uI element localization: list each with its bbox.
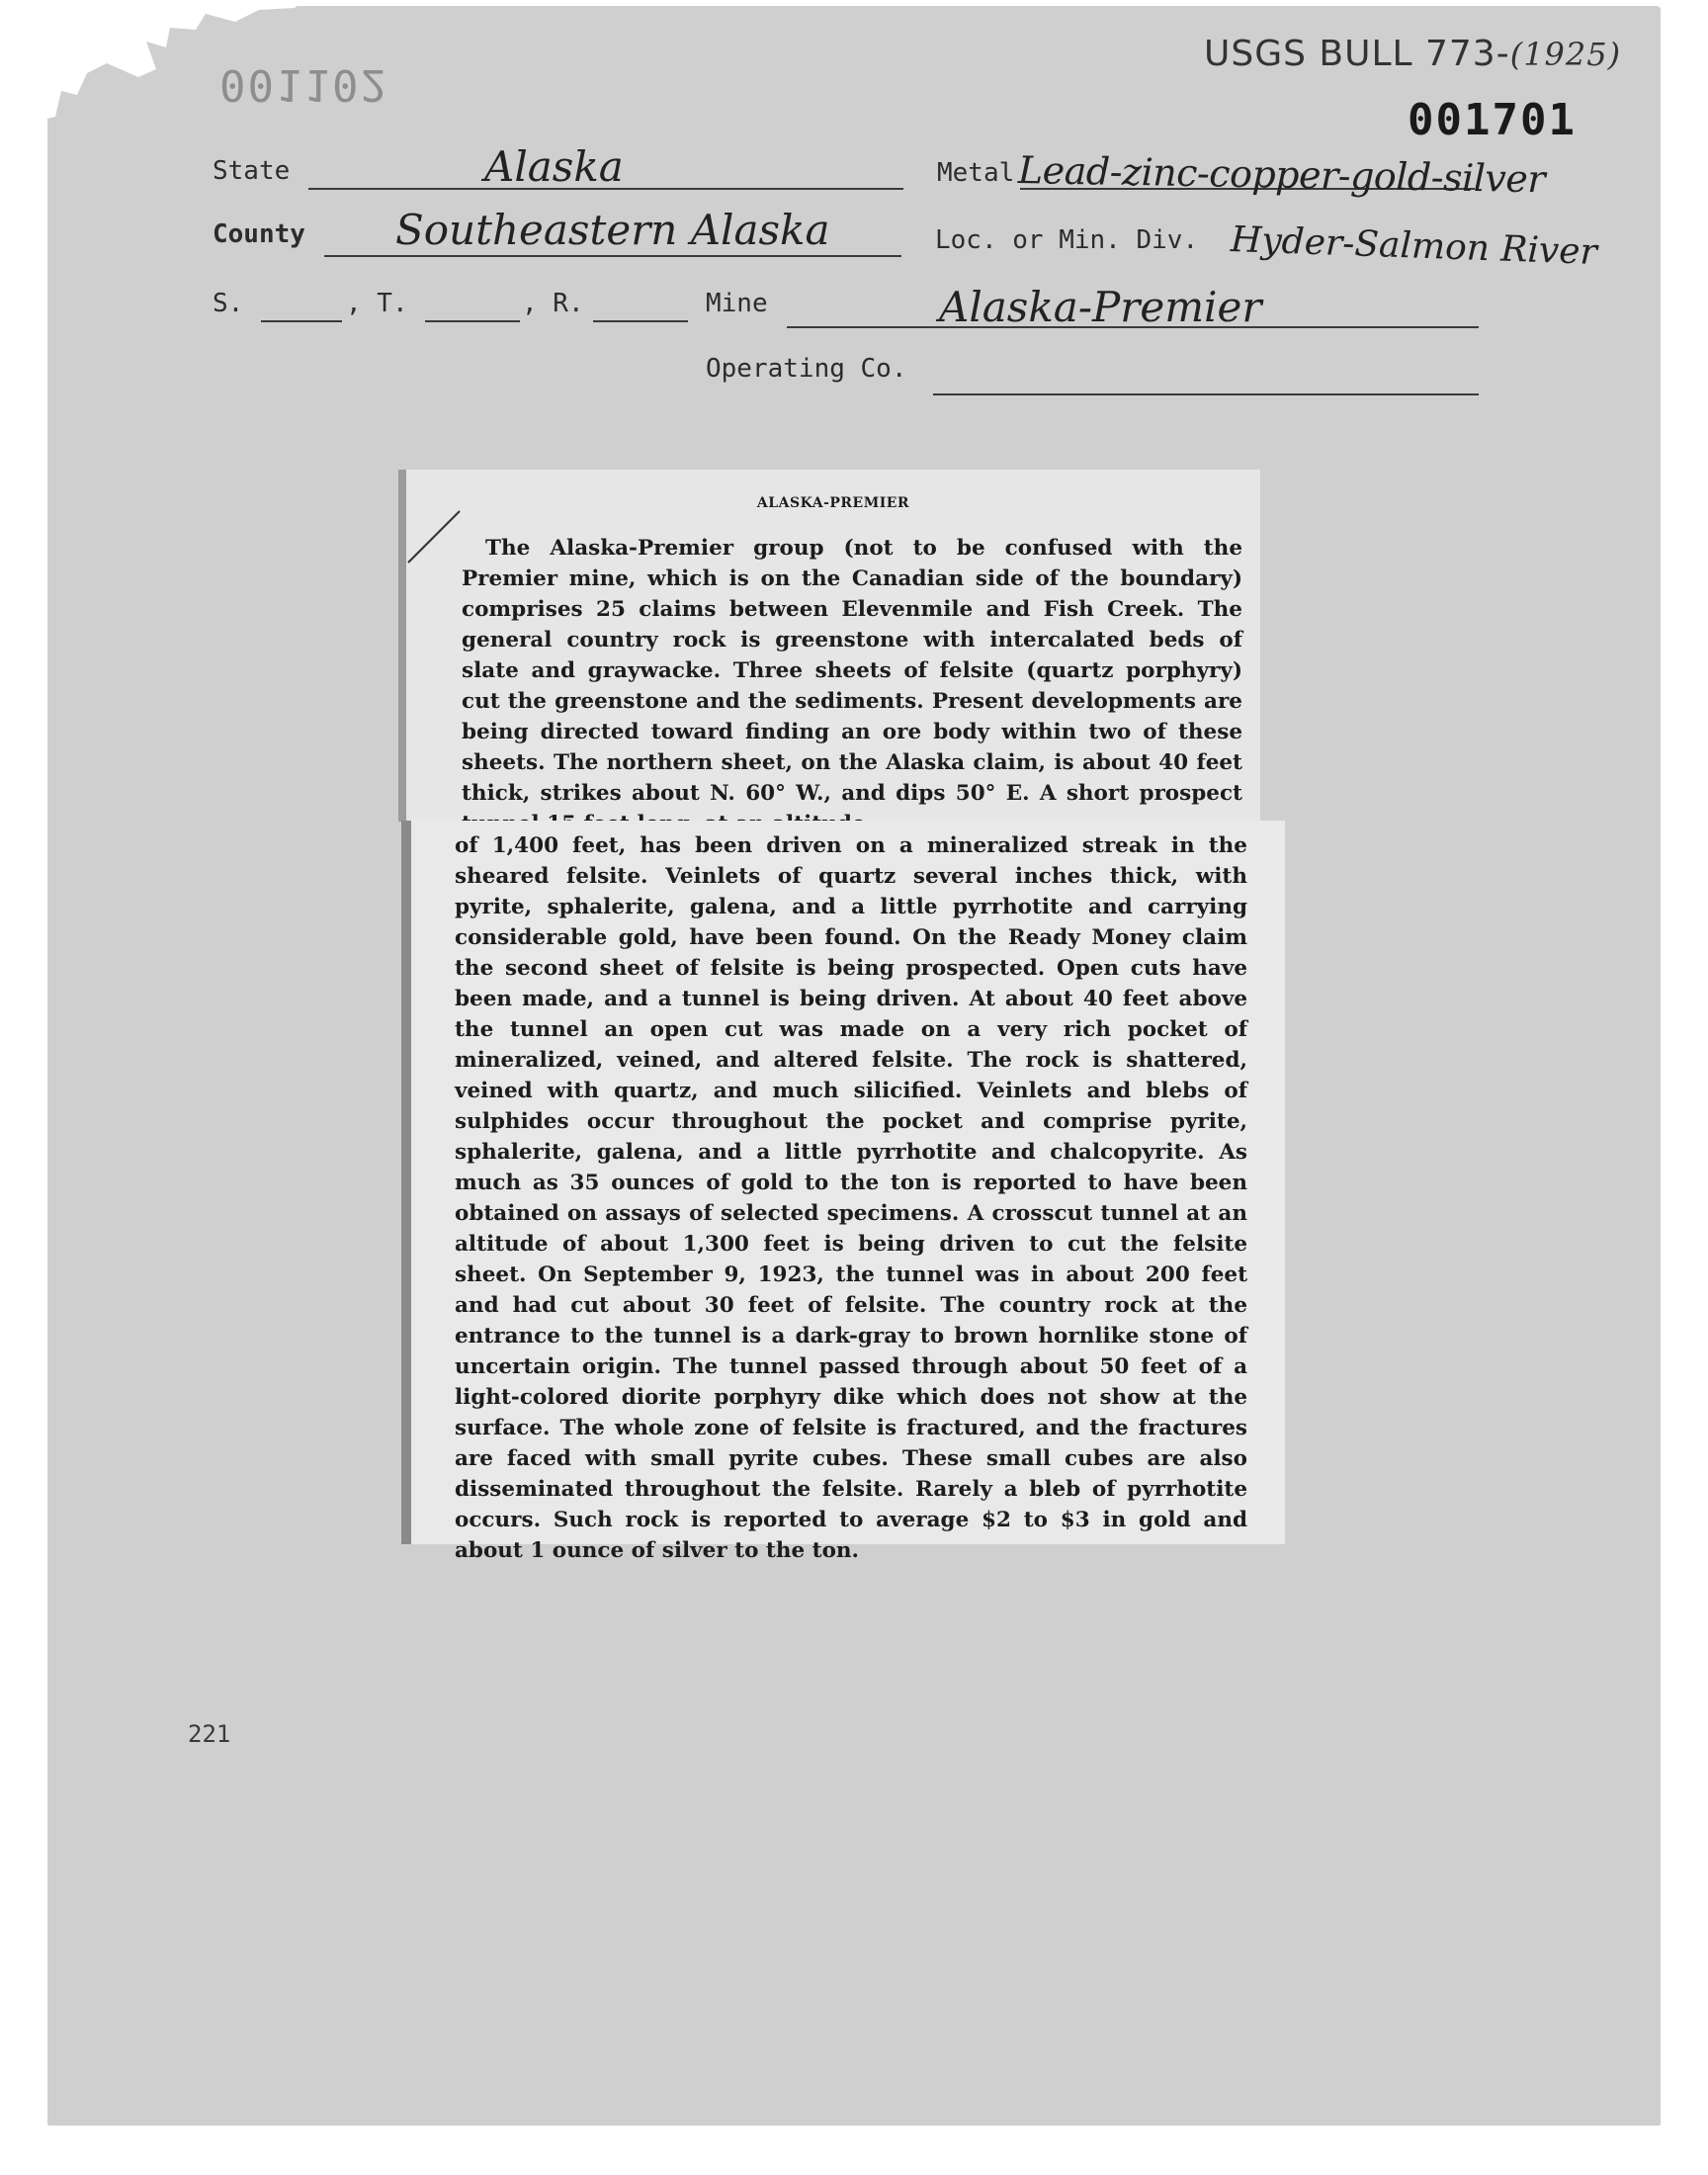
clipping-text-part1: The Alaska-Premier group (not to be confused with the Premier mine, which is on the Canadian side of the boundary) comprises 25 claims between Elevenmile and Fish Creek. The general country rock is greenstone with intercalated beds of slate and graywacke. Three sheets of felsite (quartz porphyry) cut the greenstone and the sediments. Present developments are being directed toward finding an ore body within two of these sheets. The northern sheet, on the Alaska claim, is about 40 feet thick, strikes about N. 60° W., and dips 50° E. A short prospect — [462, 536, 1242, 806]
operating-company-underline — [933, 393, 1479, 395]
operating-company-label: Operating Co. — [706, 354, 907, 384]
bulletin-label: USGS BULL 773- — [1204, 34, 1510, 74]
location-value: Hyder-Salmon River — [1230, 219, 1598, 273]
range-label: , R. — [522, 289, 584, 318]
county-label: County — [213, 219, 305, 249]
township-label: , T. — [346, 289, 408, 318]
state-value: Alaska — [484, 142, 624, 191]
state-label: State — [213, 156, 291, 186]
metal-value: Lead-zinc-copper-gold-silver — [1017, 148, 1546, 202]
location-label: Loc. or Min. Div. — [935, 225, 1199, 255]
bulletin-reference — [1204, 34, 1621, 74]
county-value: Southeastern Alaska — [395, 206, 830, 254]
county-underline — [324, 255, 901, 257]
mine-value: Alaska-Premier — [939, 283, 1262, 331]
pencil-check-mark — [406, 507, 466, 566]
page-number: 221 — [188, 1720, 231, 1748]
clipping-top — [398, 470, 1260, 822]
section-underline — [261, 320, 342, 322]
clipping-heading: ALASKA-PREMIER — [756, 495, 910, 511]
metal-label: Metal — [937, 158, 1015, 188]
reversed-stamp-number: 001102 — [219, 59, 388, 110]
bulletin-year: (1925) — [1509, 36, 1622, 73]
clipping-bottom — [401, 821, 1285, 1563]
clipping-text-part2: of 1,400 feet, has been driven on a mineralized streak in the sheared felsite. Veinlets of quartz several inches thick, with pyrite, sphalerite, galena, and a little pyrrhotite and carrying considerable gold, have been found. On the Ready Money claim the second sheet of felsite is being prospected. Open cuts have been made, and a tunnel is being driven. At about 40 feet above the tunnel an open cut was made on a very rich pocket of mineralized, veined, and altered felsite. The rock is shattered, veined with quartz, and much silicified. Veinlets and blebs of sulphides occur throughout the pocket and comprise pyrite, sphalerite, galena, and a little pyrrhotite and chalcopyrite. As much as 35 ounces of gold to the ton is reported to have been obtained on assays of selected specimens. A crosscut tunnel at an altitude of about 1,300 feet is being driven to cut the felsite sheet. On September 9, 1923, the tunnel was in about 200 feet and had cut about 30 feet of felsite. The country rock at the entrance to the tunnel is a dark-gray to brown hornlike stone of uncertain origin. The tunnel passed through about 50 feet of a light-colored diorite porphyry dike which does not show at the surface. The whole zone of felsite is fractured, and the fractures are faced with small pyrite cubes. These small cubes are also disseminated throughout the felsite. Rarely a bleb of pyrrhotite occurs. Such rock is reported to average $2 to $3 in gold and about 1 ounce of silver to the ton. — [455, 833, 1247, 1563]
range-underline — [593, 320, 688, 322]
serial-number: 001701 — [1408, 95, 1577, 145]
mine-label: Mine — [706, 289, 768, 318]
section-label: S. — [213, 289, 244, 318]
township-underline — [425, 320, 520, 322]
